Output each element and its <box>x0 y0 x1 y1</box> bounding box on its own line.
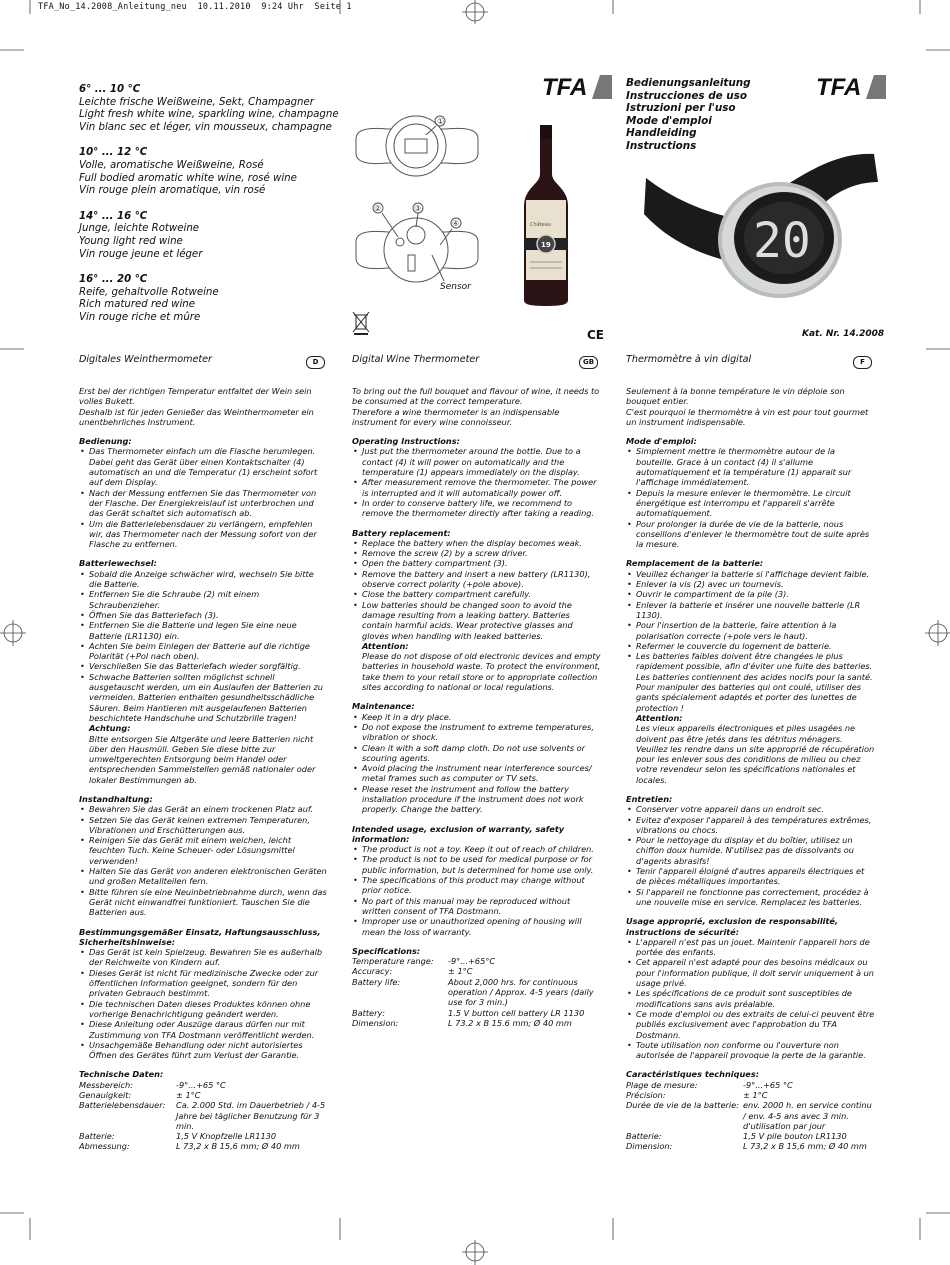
list-item: • Sobald die Anzeige schwächer wird, wechseln Sie bitte die Batterie. <box>79 569 327 590</box>
list-item: • Pour l'insertion de la batterie, faire attention à la polarisation correcte (+pole vers le haut). <box>626 620 875 641</box>
list-item: • Um die Batterielebensdauer zu verlängern, empfehlen wir, das Thermometer nach der Messung sofort von der Flasche zu entfernen. <box>79 519 327 550</box>
lang-badge-de: D <box>306 356 325 369</box>
section-heading: Operating Instructions: <box>352 436 460 447</box>
temp-line: Full bodied aromatic white wine, rosé wine <box>79 172 297 184</box>
diagram-label-4: ④ <box>452 219 460 228</box>
language-item: Handleiding <box>626 127 697 140</box>
temp-line: Vin blanc sec et léger, vin mousseux, champagne <box>79 121 332 133</box>
list-item: • Avoid placing the instrument near interference sources/ metal frames such as computer or TV sets. <box>352 763 601 784</box>
title-gb: Digital Wine Thermometer <box>352 354 480 365</box>
weee-bin-icon <box>352 311 370 335</box>
temp-line: Young light red wine <box>79 235 183 247</box>
section-heading: Entretien: <box>626 793 673 804</box>
list-item: • Nach der Messung entfernen Sie das Thermometer von der Flasche. Der Energiekreislauf ist unterbrochen und das Gerät schaltet sich automatisch ab. <box>79 488 327 519</box>
logo-text: TFA <box>542 74 588 99</box>
list-item: • In order to conserve battery life, we recommend to remove the thermometer directly after taking a reading. <box>352 498 601 519</box>
lang-badge-gb: GB <box>579 356 598 369</box>
spec-key: Durée de vie de la batterie: <box>626 1100 739 1111</box>
list-item: • After measurement remove the thermometer. The power is interrupted and it will automatically power off. <box>352 477 601 498</box>
list-item: • Keep it in a dry place. <box>352 712 601 722</box>
intro: Therefore a wine thermometer is an indispensable instrument for every wine connoisseur. <box>352 406 560 427</box>
list-item: • Do not expose the instrument to extreme temperatures, vibration or shock. <box>352 722 601 743</box>
note-heading: Attention: <box>362 640 409 651</box>
note-text: Bitte entsorgen Sie Altgeräte und leere Batterien nicht über den Hausmüll. Geben Sie diese bitte zur umweltgerechten Entsorgung beim Handel oder entsprechenden Sammelstellen gemäß nationaler oder lokaler Bestimmungen ab. <box>89 733 316 785</box>
intro: C'est pourquoi le thermomètre à vin est pour tout gourmet un instrument indispensable. <box>626 406 869 427</box>
display-value: 20 <box>753 213 811 269</box>
spec-key: Temperature range: <box>352 956 434 967</box>
list-item: • Öffnen Sie das Batteriefach (3). <box>79 610 327 620</box>
temp-range: 10° ... 12 °C <box>79 147 148 159</box>
wine-bottle-image <box>516 122 576 307</box>
list-item: • Die technischen Daten dieses Produktes können ohne vorherige Benachrichtigung geändert werden. <box>79 999 327 1020</box>
list-item: • Replace the battery when the display becomes weak. <box>352 538 601 548</box>
spec-value: 1.5 V button cell battery LR 1130 <box>448 1007 585 1018</box>
spec-value: -9°...+65 °C <box>743 1079 793 1090</box>
temp-line: Vin rouge plein aromatique, vin rosé <box>79 185 266 197</box>
title-fr: Thermomètre à vin digital <box>626 354 752 365</box>
intro: Deshalb ist für jeden Genießer das Weinthermometer ein unentbehrliches Instrument. <box>79 406 314 427</box>
spec-table <box>79 1080 327 1152</box>
note-text: Please do not dispose of old electronic devices and empty batteries in household waste. To protect the environment, take them to your retail store or to appropriate collection sites according to national or local regulations. <box>362 651 601 693</box>
list-item: • Das Gerät ist kein Spielzeug. Bewahren Sie es außerhalb der Reichweite von Kindern auf. <box>79 947 327 968</box>
list-item: • Entfernen Sie die Batterie und legen Sie eine neue Batterie (LR1130) ein. <box>79 620 327 641</box>
spec-key: Dimension: <box>626 1141 673 1152</box>
ce-mark: CE <box>587 328 605 342</box>
spec-value: -9°...+65°C <box>448 956 496 967</box>
spec-heading: Caractéristiques techniques: <box>626 1069 759 1080</box>
product-photo <box>642 148 882 318</box>
list-item: • Pour le nettoyage du display et du boîtier, utilisez un chiffon doux humide. N'utilisez pas de dissolvants ou d'agents abrasifs! <box>626 835 875 866</box>
tfa-logo <box>814 73 886 99</box>
language-item: Instructions <box>626 139 697 152</box>
spec-value: ± 1°C <box>448 966 473 977</box>
list-item: • Remove the battery and insert a new battery (LR1130), observe correct polarity (+pole above). <box>352 569 601 590</box>
section-heading: Instandhaltung: <box>79 793 153 804</box>
temp-line: Rich matured red wine <box>79 299 196 311</box>
list-item: • Ce mode d'emploi ou des extraits de celui-ci peuvent être publiés exclusivement avec l'approbation du TFA Dostmann. <box>626 1009 875 1040</box>
list-item: • Enlever la batterie et insérer une nouvelle batterie (LR 1130). <box>626 600 875 621</box>
logo-text: TFA <box>816 74 862 99</box>
temp-block <box>79 211 339 261</box>
temp-line: Vin rouge riche et mûre <box>79 311 201 323</box>
list-item: • Refermer le couvercle du logement de batterie. <box>626 641 875 651</box>
list-item: • Dieses Gerät ist nicht für medizinische Zwecke oder zur öffentlichen Information geeignet, sondern für den privaten Gebrauch bestimmt. <box>79 968 327 999</box>
temp-line: Light fresh white wine, sparkling wine, champagne <box>79 109 339 121</box>
spec-key: Accuracy: <box>352 966 393 977</box>
temp-range: 6° ... 10 °C <box>79 84 141 95</box>
intro: Erst bei der richtigen Temperatur entfaltet der Wein sein volles Bukett. <box>79 386 312 407</box>
language-list <box>626 77 751 153</box>
list-item: • Ouvrir le compartiment de la pile (3). <box>626 589 875 599</box>
column-de <box>79 386 327 1152</box>
list-item: • Bitte führen sie eine Neuinbetriebnahme durch, wenn das Gerät nicht einwandfrei funktioniert. Tauschen Sie die Batterien aus. <box>79 887 327 918</box>
spec-table <box>352 956 601 1028</box>
spec-value: About 2,000 hrs. for continuous operation / Approx. 4-5 years (daily use for 3 min.) <box>448 976 594 1008</box>
list-item: • Veuillez échanger la batterie si l'affichage devient faible. <box>626 569 875 579</box>
list-item: • Remove the screw (2) by a screw driver. <box>352 548 601 558</box>
list-item: • Open the battery compartment (3). <box>352 558 601 568</box>
print-header: TFA_No_14.2008_Anleitung_neu 10.11.2010 9:24 Uhr Seite 1 <box>38 2 352 12</box>
list-item: • Das Thermometer einfach um die Flasche herumlegen. Dabei geht das Gerät über einen Kontaktschalter (4) automatisch an und die Temperatur (1) erscheint sofort auf dem Display. <box>79 446 327 487</box>
spec-heading: Specifications: <box>352 945 421 956</box>
spec-key: Batterie: <box>79 1131 115 1142</box>
list-item: • Low batteries should be changed soon to avoid the damage resulting from a leaking battery. Batteries contain harmful acids. Wear protective glasses and gloves when handling with leaked batteries. <box>352 600 601 641</box>
title-de: Digitales Weinthermometer <box>79 354 212 365</box>
section-heading: Batteriewechsel: <box>79 558 157 569</box>
language-item: Bedienungsanleitung <box>626 77 751 89</box>
list-item: • Close the battery compartment carefully. <box>352 589 601 599</box>
language-item: Mode d'emploi <box>626 114 712 127</box>
temp-block <box>79 274 339 324</box>
list-item: • Improper use or unauthorized opening of housing will mean the loss of warranty. <box>352 916 601 937</box>
spec-key: Batterie: <box>626 1131 662 1142</box>
list-item: • The specifications of this product may change without prior notice. <box>352 875 601 896</box>
diagram-label-2: ② <box>374 204 382 213</box>
list-item: • Enlever la vis (2) avec un tournevis. <box>626 579 875 589</box>
list-item: • Les spécifications de ce produit sont susceptibles de modifications sans avis préalable. <box>626 988 875 1009</box>
spec-value: env. 2000 h. en service continu / env. 4-5 ans avec 3 min. d'utilisation par jour <box>743 1100 872 1131</box>
diagram-label-1: ① <box>437 117 445 126</box>
column-gb <box>352 386 601 1028</box>
list-item: • Reinigen Sie das Gerät mit einem weichen, leicht feuchten Tuch. Keine Scheuer- oder Lösungsmittel verwenden! <box>79 835 327 866</box>
spec-value: ± 1°C <box>176 1090 201 1100</box>
list-item: • Simplement mettre le thermomètre autour de la bouteille. Grace à un contact (4) il s'allume automatiquement et la température (1) apparait sur l'affichage immédiatement. <box>626 446 875 487</box>
list-item: • The product is not to be used for medical purpose or for public information, but is determined for home use only. <box>352 854 601 875</box>
intro: To bring out the full bouquet and flavour of wine, it needs to be consumed at the correct temperature. <box>352 386 600 407</box>
section-heading: Maintenance: <box>352 701 415 712</box>
section-heading: Intended usage, exclusion of warranty, safety information: <box>352 823 565 844</box>
list-item: • Conserver votre appareil dans un endroit sec. <box>626 804 875 814</box>
list-item: • Entfernen Sie die Schraube (2) mit einem Schraubenzieher. <box>79 589 327 610</box>
spec-key: Battery life: <box>352 976 401 987</box>
list-item: • L'appareil n'est pas un jouet. Maintenir l'appareil hors de portée des enfants. <box>626 937 875 958</box>
temp-line: Leichte frische Weißweine, Sekt, Champagner <box>79 96 314 108</box>
list-item: • Just put the thermometer around the bottle. Due to a contact (4) it will power on automatically and the temperature (1) appears immediately on the display. <box>352 446 601 477</box>
spec-key: Messbereich: <box>79 1079 133 1090</box>
temp-range: 16° ... 20 °C <box>79 274 148 286</box>
list-item: • Setzen Sie das Gerät keinen extremen Temperaturen, Vibrationen und Erschütterungen aus. <box>79 815 327 836</box>
catalog-number: Kat. Nr. 14.2008 <box>802 329 885 339</box>
tfa-logo <box>540 73 612 99</box>
temp-block <box>79 84 339 134</box>
list-item: • Cet appareil n'est adapté pour des besoins médicaux ou pour l'information publique, il doit servir uniquement à un usage privé. <box>626 957 875 988</box>
list-item: • Toute utilisation non conforme ou l'ouverture non autorisée de l'appareil provoque la perte de la garantie. <box>626 1040 875 1061</box>
list-item: • Si l'appareil ne fonctionne pas correctement, procédez à une nouvelle mise en service. Remplacez les batteries. <box>626 887 875 908</box>
list-item: • Evitez d'exposer l'appareil à des températures extrêmes, vibrations ou chocs. <box>626 815 875 836</box>
note-text: Les vieux appareils électroniques et piles usagées ne doivent pas être jetés dans les détritus ménagers. Veuillez les rendre dans un site approprié de récupération pour les enlever sous des conditions de milieu ou chez votre revendeur selon les spécifications nationales et locales. <box>636 723 875 785</box>
column-fr <box>626 386 875 1152</box>
spec-key: Batterielebensdauer: <box>79 1100 166 1111</box>
list-item: • Clean it with a soft damp cloth. Do not use solvents or scouring agents. <box>352 743 601 764</box>
list-item: • Bewahren Sie das Gerät an einem trockenen Platz auf. <box>79 804 327 814</box>
list-item: • Diese Anleitung oder Auszüge daraus dürfen nur mit Zustimmung von TFA Dostmann veröffentlicht werden. <box>79 1019 327 1040</box>
spec-value: -9°...+65 °C <box>176 1079 226 1090</box>
temp-line: Vin rouge jeune et léger <box>79 248 203 260</box>
diagram-label-3: ③ <box>414 204 422 213</box>
language-item: Istruzioni per l'uso <box>626 102 736 115</box>
list-item: • Schwache Batterien sollten möglichst schnell ausgetauscht werden, um ein Auslaufen der Batterien zu vermeiden. Batterien enthalten gesundheitsschädliche Säuren. Beim Hantieren mit ausgelaufenen Batterien beschichtete Handschuhe und Schutzbrille tragen! <box>79 672 327 723</box>
section-heading: Remplacement de la batterie: <box>626 558 764 569</box>
list-item: • Verschließen Sie das Batteriefach wieder sorgfältig. <box>79 661 327 671</box>
section-heading: Battery replacement: <box>352 527 451 538</box>
temp-line: Junge, leichte Rotweine <box>79 223 200 235</box>
temp-line: Reife, gehaltvolle Rotweine <box>79 286 219 298</box>
note-heading: Attention: <box>636 712 683 723</box>
list-item: • Halten Sie das Gerät von anderen elektronischen Geräten und großen Metallteilen fern. <box>79 866 327 887</box>
spec-value: ± 1°C <box>743 1090 768 1100</box>
temp-range: 14° ... 16 °C <box>79 210 148 222</box>
list-item: • Les batteries faibles doivent être changées le plus rapidement possible, afin d'éviter une fuite des batteries. Les batteries contiennent des acides nocifs pour la santé. Pour manipuler des batteries qui ont coulé, utiliser des gants spécialement adaptés et porter des lunettes de protection ! <box>626 651 875 713</box>
spec-key: Genauigkeit: <box>79 1090 132 1100</box>
temp-line: Volle, aromatische Weißweine, Rosé <box>79 159 264 171</box>
sensor-label: Sensor <box>440 282 471 292</box>
list-item: • Achten Sie beim Einlegen der Batterie auf die richtige Polarität (+Pol nach oben). <box>79 641 327 662</box>
svg-text:Château: Château <box>530 222 551 228</box>
spec-key: Plage de mesure: <box>626 1079 698 1090</box>
temperature-guide <box>79 84 339 338</box>
spec-value: 1,5 V pile bouton LR1130 <box>743 1131 847 1142</box>
lang-badge-fr: F <box>853 356 872 369</box>
list-item: • No part of this manual may be reproduced without written consent of TFA Dostmann. <box>352 896 601 917</box>
note-heading: Achtung: <box>89 723 131 734</box>
spec-table <box>626 1080 875 1152</box>
spec-heading: Technische Daten: <box>79 1069 164 1080</box>
spec-key: Abmessung: <box>79 1141 130 1152</box>
intro: Seulement à la bonne température le vin déploie son bouquet entier. <box>626 386 845 407</box>
section-heading: Bedienung: <box>79 436 132 447</box>
section-heading: Bestimmungsgemäßer Einsatz, Haftungsausschluss, Sicherheitshinweise: <box>79 926 321 947</box>
list-item: • Depuis la mesure enlever le thermomètre. Le circuit énergétique est interrompu et l'appareil s'arrête automatiquement. <box>626 488 875 519</box>
bottle-display-value: 19 <box>541 241 551 249</box>
spec-key: Précision: <box>626 1090 666 1100</box>
spec-value: Ca. 2.000 Std. im Dauerbetrieb / 4-5 Jahre bei täglicher Benutzung für 3 min. <box>176 1100 326 1131</box>
list-item: • The product is not a toy. Keep it out of reach of children. <box>352 844 601 854</box>
list-item: • Please reset the instrument and follow the battery installation procedure if the instrument does not work properly. Change the battery. <box>352 784 601 815</box>
device-diagram <box>352 105 482 305</box>
list-item: • Pour prolonger la durée de vie de la batterie, nous conseillons d'enlever le thermomètre tout de suite après la mesure. <box>626 519 875 550</box>
list-item: • Unsachgemäße Behandlung oder nicht autorisiertes Öffnen des Gerätes führt zum Verlust der Garantie. <box>79 1040 327 1061</box>
section-heading: Usage approprié, exclusion de responsabilité, instructions de sécurité: <box>626 916 839 937</box>
language-item: Instrucciones de uso <box>626 89 748 102</box>
spec-value: 1,5 V Knopfzelle LR1130 <box>176 1131 277 1142</box>
spec-key: Battery: <box>352 1007 386 1018</box>
list-item: • Tenir l'appareil éloigné d'autres appareils électriques et de pièces métalliques importantes. <box>626 866 875 887</box>
spec-value: L 73,2 x B 15,6 mm; Ø 40 mm <box>176 1141 300 1152</box>
temp-block <box>79 147 339 197</box>
section-heading: Mode d'emploi: <box>626 436 697 447</box>
spec-value: L 73.2 x B 15.6 mm; Ø 40 mm <box>448 1017 572 1028</box>
spec-value: L 73,2 x B 15,6 mm; Ø 40 mm <box>743 1141 867 1152</box>
spec-key: Dimension: <box>352 1017 399 1028</box>
